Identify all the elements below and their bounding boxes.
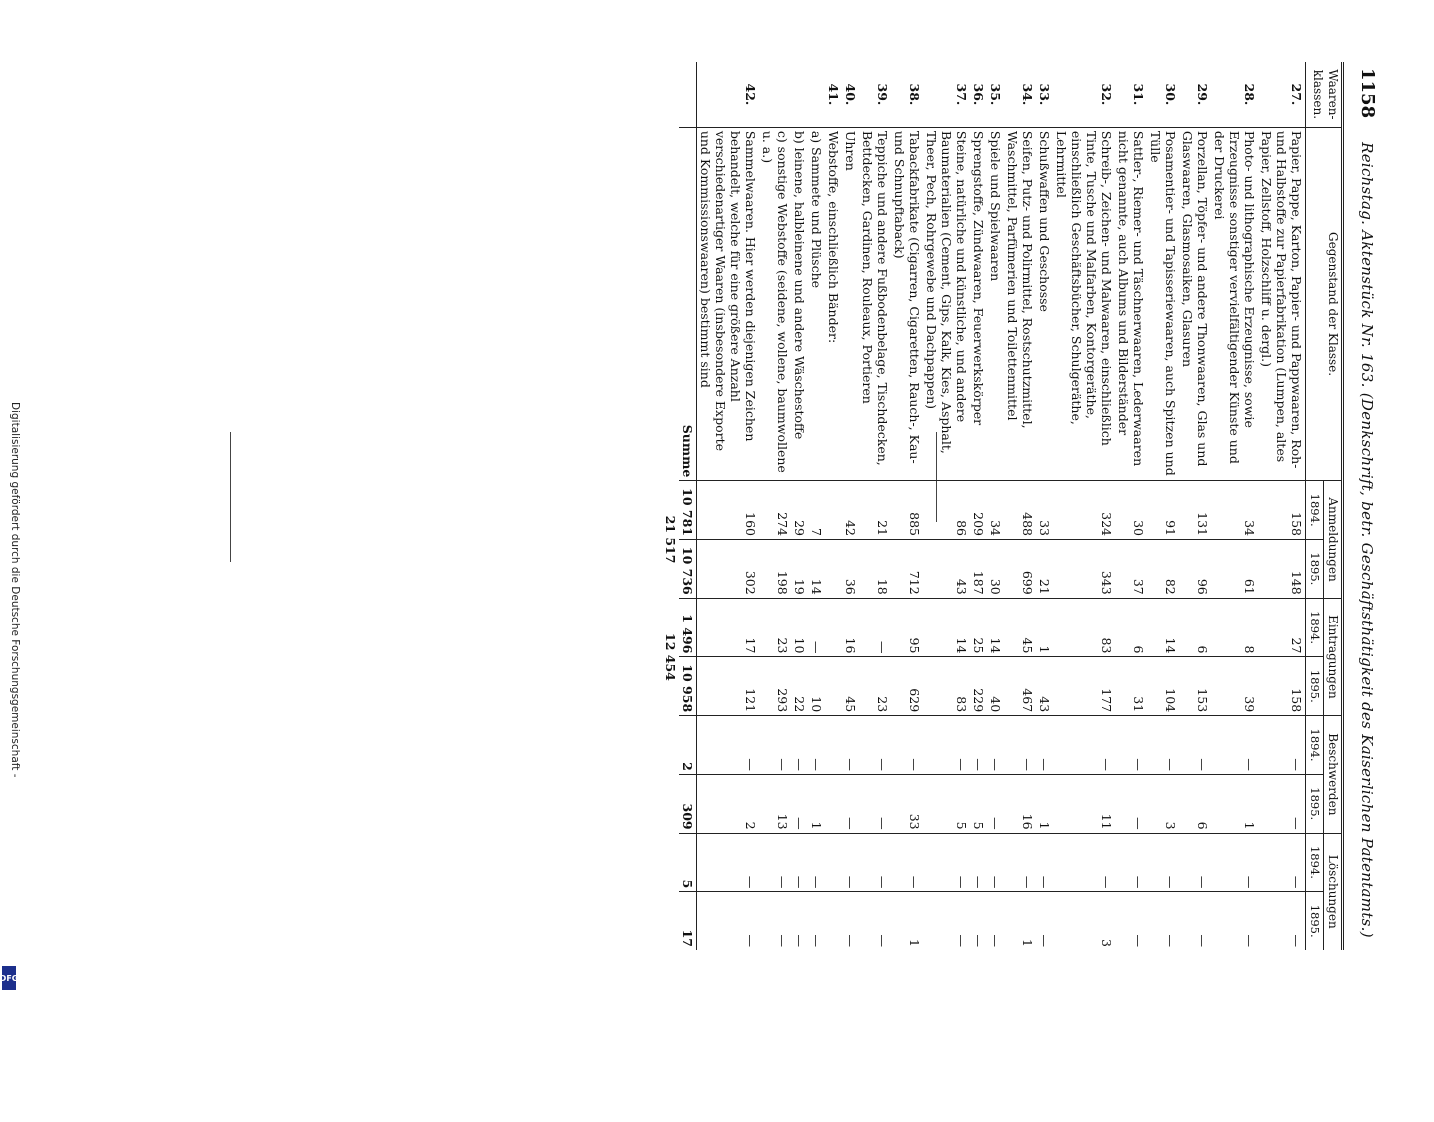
total-eintragungen: 12 454 <box>663 633 678 681</box>
value-cell: 22 <box>791 657 808 716</box>
page-number: 1158 <box>1357 68 1378 119</box>
value-cell: — <box>1258 833 1306 892</box>
value-cell: 324 <box>1053 481 1115 540</box>
table-row <box>1258 62 1306 950</box>
class-number: 41. <box>826 83 841 106</box>
table-row <box>697 62 760 950</box>
value-cell: — <box>1258 774 1306 833</box>
value-cell: 1 <box>1036 774 1053 833</box>
value-cell: 11 <box>1053 774 1115 833</box>
value-cell: 131 <box>1179 481 1211 540</box>
totals-spacer <box>662 716 679 950</box>
value-cell: — <box>1036 833 1053 892</box>
value-cell: — <box>697 892 760 950</box>
value-cell: 467 <box>1004 657 1036 716</box>
sum-cell: 10 958 <box>679 657 697 716</box>
value-cell: — <box>1258 892 1306 950</box>
class-description: Porzellan, Töpfer- und andere Thonwaaren, Glas und Glaswaaren, Glasmosaiken, Glasuren <box>1179 127 1211 480</box>
value-cell: — <box>808 598 825 657</box>
sidenote-text: Digitalisierung gefördert durch die Deutsche Forschungsgemeinschaft - <box>9 402 21 778</box>
value-cell: — <box>1115 892 1147 950</box>
value-cell: 27 <box>1258 598 1306 657</box>
value-cell: — <box>859 892 891 950</box>
value-cell: — <box>1179 892 1211 950</box>
value-cell: 6 <box>1115 598 1147 657</box>
class-number: 30. <box>1163 83 1178 106</box>
value-cell: — <box>1258 716 1306 775</box>
value-cell: 31 <box>1115 657 1147 716</box>
value-cell <box>825 833 842 892</box>
table-row <box>808 62 825 950</box>
value-cell: 160 <box>697 481 760 540</box>
value-cell: — <box>987 716 1004 775</box>
sum-spacer <box>679 62 697 127</box>
year-header: 1894. <box>1306 833 1324 892</box>
value-cell: 1 <box>808 774 825 833</box>
value-cell: — <box>1036 892 1053 950</box>
table-row <box>1211 62 1258 950</box>
value-cell: 39 <box>1211 657 1258 716</box>
value-cell: — <box>1115 716 1147 775</box>
year-header: 1895. <box>1306 892 1324 950</box>
value-cell: 699 <box>1004 540 1036 599</box>
value-cell: — <box>1179 716 1211 775</box>
class-number: 32. <box>1099 83 1114 106</box>
value-cell: 198 <box>759 540 791 599</box>
value-cell: — <box>842 716 859 775</box>
value-cell: 23 <box>759 598 791 657</box>
table-row <box>923 62 970 950</box>
value-cell: 17 <box>697 598 760 657</box>
value-cell: 293 <box>759 657 791 716</box>
table-row <box>842 62 859 950</box>
value-cell <box>825 774 842 833</box>
value-cell: — <box>1004 716 1036 775</box>
class-description: Posamentier- und Tapisseriewaaren, auch Spitzen und Tülle <box>1147 127 1179 480</box>
sum-cell: 5 <box>679 833 697 892</box>
value-cell: 30 <box>987 540 1004 599</box>
value-cell: — <box>808 716 825 775</box>
running-head <box>1350 62 1378 952</box>
value-cell: 302 <box>697 540 760 599</box>
group-header: Anmeldungen <box>1324 481 1343 598</box>
value-cell: — <box>859 598 891 657</box>
value-cell: 36 <box>842 540 859 599</box>
value-cell: 86 <box>923 481 970 540</box>
value-cell: 1 <box>891 892 923 950</box>
value-cell: — <box>697 716 760 775</box>
class-number: 42. <box>743 83 758 106</box>
class-number <box>791 62 808 127</box>
value-cell: 5 <box>923 774 970 833</box>
sum-cell: 10 736 <box>679 540 697 599</box>
value-cell: 95 <box>891 598 923 657</box>
class-description: Webstoffe, einschließlich Bänder: <box>825 127 842 480</box>
year-header: 1894. <box>1306 481 1324 540</box>
value-cell <box>825 598 842 657</box>
class-description: Schreib-, Zeichen- und Malwaaren, einschließlich Tinte, Tusche und Malfarben, Kontorgeräthe, einschließlich Geschäftsbücher, Schulgeräthe, Lehrmittel <box>1053 127 1115 480</box>
value-cell: — <box>791 774 808 833</box>
value-cell: 19 <box>791 540 808 599</box>
value-cell: 14 <box>1147 598 1179 657</box>
table-row <box>1179 62 1211 950</box>
table-row <box>825 62 842 950</box>
class-description: Spiele und Spielwaaren <box>987 127 1004 480</box>
value-cell: 8 <box>1211 598 1258 657</box>
value-cell: 187 <box>970 540 987 599</box>
class-description: Photo- und lithographische Erzeugnisse, sowie Erzeugnisse sonstiger vervielfältigender Künste und der Druckerei <box>1211 127 1258 480</box>
value-cell: — <box>987 833 1004 892</box>
class-description: c) sonstige Webstoffe (seidene, wollene, baumwollene u. a.) <box>759 127 791 480</box>
year-header: 1895. <box>1306 774 1324 833</box>
value-cell: 42 <box>842 481 859 540</box>
value-cell: 229 <box>970 657 987 716</box>
value-cell: 83 <box>1053 598 1115 657</box>
value-cell: 34 <box>987 481 1004 540</box>
value-cell: 16 <box>1004 774 1036 833</box>
value-cell: 96 <box>1179 540 1211 599</box>
class-number: 34. <box>1020 83 1035 106</box>
value-cell: — <box>970 833 987 892</box>
value-cell: — <box>842 892 859 950</box>
value-cell: 7 <box>808 481 825 540</box>
class-description: Seifen, Putz- und Polirmittel, Rostschutzmittel, Waschmittel, Parfümerien und Toilettenmittel <box>1004 127 1036 480</box>
dfg-logo: DFG <box>2 966 16 990</box>
value-cell: 5 <box>970 774 987 833</box>
value-cell: 1 <box>1004 892 1036 950</box>
value-cell: 45 <box>842 657 859 716</box>
class-description: Teppiche und andere Fußbodenbelage, Tischdecken, Bettdecken, Gardinen, Rouleaux, Portieren <box>859 127 891 480</box>
table-row <box>1004 62 1036 950</box>
value-cell: — <box>791 716 808 775</box>
class-number: 37. <box>954 83 969 106</box>
page-title: Reichstag. Aktenstück Nr. 163. (Denkschrift, betr. Geschäftsthätigkeit des Kaiserlichen Patentamts.) <box>1358 142 1376 938</box>
value-cell: — <box>859 716 891 775</box>
value-cell: 21 <box>859 481 891 540</box>
value-cell: 33 <box>891 774 923 833</box>
class-number: 33. <box>1037 83 1052 106</box>
value-cell: — <box>697 833 760 892</box>
value-cell: 61 <box>1211 540 1258 599</box>
value-cell <box>825 540 842 599</box>
value-cell: 83 <box>923 657 970 716</box>
value-cell: 14 <box>808 540 825 599</box>
class-description: Sprengstoffe, Zündwaaren, Feuerwerkskörper <box>970 127 987 480</box>
value-cell: — <box>970 716 987 775</box>
class-number: 38. <box>907 83 922 106</box>
class-description: Papier, Pappe, Karton, Papier- und Pappwaaren, Roh- und Halbstoffe zur Papierfabrikation (Lumpen, altes Papier, Zellstoff, Holzschliff u. dergl.) <box>1258 127 1306 480</box>
value-cell: — <box>1147 833 1179 892</box>
value-cell: 629 <box>891 657 923 716</box>
class-number: 27. <box>1289 83 1304 106</box>
table-row <box>970 62 987 950</box>
value-cell: 1 <box>1211 774 1258 833</box>
table-row <box>859 62 891 950</box>
value-cell: — <box>1004 833 1036 892</box>
value-cell: 712 <box>891 540 923 599</box>
year-header: 1895. <box>1306 657 1324 716</box>
value-cell: 14 <box>987 598 1004 657</box>
value-cell: 30 <box>1115 481 1147 540</box>
value-cell: — <box>859 774 891 833</box>
value-cell: — <box>1147 892 1179 950</box>
sum-cell: 1 496 <box>679 598 697 657</box>
value-cell: 45 <box>1004 598 1036 657</box>
scan-line-1 <box>230 432 231 562</box>
value-cell: — <box>1211 716 1258 775</box>
value-cell: 91 <box>1147 481 1179 540</box>
value-cell: 43 <box>923 540 970 599</box>
class-description: Sattler-, Riemer- und Täschnerwaaren, Lederwaaren nicht genannte, auch Albums und Bilderständer <box>1115 127 1147 480</box>
class-number: 40. <box>843 83 858 106</box>
value-cell: 885 <box>891 481 923 540</box>
value-cell: — <box>1115 774 1147 833</box>
value-cell: — <box>1211 833 1258 892</box>
total-anmeldungen: 21 517 <box>663 515 678 564</box>
sum-cell: 309 <box>679 774 697 833</box>
year-header: 1895. <box>1306 540 1324 599</box>
class-description: a) Sammete und Plüsche <box>808 127 825 480</box>
value-cell: 6 <box>1179 774 1211 833</box>
value-cell: — <box>987 892 1004 950</box>
col-subject-header: Gegenstand der Klasse. <box>1306 127 1343 480</box>
value-cell: 13 <box>759 774 791 833</box>
value-cell: 23 <box>859 657 891 716</box>
digitisation-sidenote <box>0 0 22 1000</box>
class-description: b) leinene, halbleinene und andere Wäschestoffe <box>791 127 808 480</box>
value-cell: — <box>842 833 859 892</box>
class-number: 29. <box>1195 83 1210 106</box>
rotated-page <box>378 62 1378 952</box>
value-cell: — <box>1115 833 1147 892</box>
value-cell: 2 <box>697 774 760 833</box>
document-page <box>378 62 1378 952</box>
value-cell: 33 <box>1036 481 1053 540</box>
value-cell: — <box>759 833 791 892</box>
value-cell: 274 <box>759 481 791 540</box>
class-number: 35. <box>988 83 1003 106</box>
value-cell: 29 <box>791 481 808 540</box>
col-class-header: Waaren-klassen. <box>1306 62 1343 127</box>
value-cell: 21 <box>1036 540 1053 599</box>
table-row <box>1053 62 1115 950</box>
table-row <box>987 62 1004 950</box>
sum-cell: 2 <box>679 716 697 775</box>
value-cell: — <box>1036 716 1053 775</box>
group-header: Eintragungen <box>1324 598 1343 715</box>
class-number: 36. <box>971 83 986 106</box>
class-description: Uhren <box>842 127 859 480</box>
value-cell: 16 <box>842 598 859 657</box>
value-cell: 3 <box>1147 774 1179 833</box>
value-cell: 209 <box>970 481 987 540</box>
totals-spacer <box>662 62 679 481</box>
value-cell: — <box>1053 716 1115 775</box>
group-header: Beschwerden <box>1324 716 1343 833</box>
class-number <box>808 62 825 127</box>
value-cell: — <box>859 833 891 892</box>
class-number: 28. <box>1242 83 1257 106</box>
value-cell: 158 <box>1258 657 1306 716</box>
value-cell: 488 <box>1004 481 1036 540</box>
year-header: 1894. <box>1306 598 1324 657</box>
value-cell: — <box>1211 892 1258 950</box>
statistics-table <box>662 62 1344 950</box>
class-number <box>759 62 791 127</box>
value-cell: — <box>808 892 825 950</box>
value-cell: 10 <box>791 598 808 657</box>
value-cell: — <box>923 892 970 950</box>
year-header: 1894. <box>1306 716 1324 775</box>
class-number: 39. <box>875 83 890 106</box>
class-description: Schußwaffen und Geschosse <box>1036 127 1053 480</box>
value-cell: 343 <box>1053 540 1115 599</box>
class-description: Tabackfabrikate (Cigarren, Cigaretten, Rauch-, Kau- und Schnupftaback) <box>891 127 923 480</box>
value-cell: 121 <box>697 657 760 716</box>
table-row <box>759 62 791 950</box>
sum-row <box>679 62 697 950</box>
table-row <box>791 62 808 950</box>
value-cell: 82 <box>1147 540 1179 599</box>
sum-label: Summe <box>679 127 697 480</box>
value-cell: 40 <box>987 657 1004 716</box>
value-cell: 14 <box>923 598 970 657</box>
value-cell: 148 <box>1258 540 1306 599</box>
value-cell: 3 <box>1053 892 1115 950</box>
value-cell: 1 <box>1036 598 1053 657</box>
value-cell: — <box>970 892 987 950</box>
value-cell: — <box>759 892 791 950</box>
value-cell <box>825 657 842 716</box>
value-cell: — <box>891 716 923 775</box>
value-cell: — <box>923 716 970 775</box>
value-cell: — <box>808 833 825 892</box>
value-cell: — <box>842 774 859 833</box>
value-cell <box>825 716 842 775</box>
group-header: Löschungen <box>1324 833 1343 950</box>
value-cell: 34 <box>1211 481 1258 540</box>
value-cell: — <box>1053 833 1115 892</box>
value-cell: 18 <box>859 540 891 599</box>
value-cell: — <box>987 774 1004 833</box>
sum-cell: 10 781 <box>679 481 697 540</box>
value-cell: 37 <box>1115 540 1147 599</box>
sum-cell: 17 <box>679 892 697 950</box>
value-cell: — <box>791 892 808 950</box>
value-cell: — <box>891 833 923 892</box>
value-cell: 25 <box>970 598 987 657</box>
value-cell: 104 <box>1147 657 1179 716</box>
value-cell: 6 <box>1179 598 1211 657</box>
value-cell: 177 <box>1053 657 1115 716</box>
value-cell: — <box>791 833 808 892</box>
table-row <box>1115 62 1147 950</box>
value-cell: — <box>759 716 791 775</box>
value-cell: — <box>1147 716 1179 775</box>
value-cell <box>825 481 842 540</box>
table-row <box>1147 62 1179 950</box>
value-cell: 43 <box>1036 657 1053 716</box>
totals-row <box>662 62 679 950</box>
value-cell: 10 <box>808 657 825 716</box>
class-description: Steine, natürliche und künstliche, und andere Baumaterialien (Cement, Gips, Kalk, Kies, Asphalt, Theer, Pech, Rohrgewebe und Dachpappen) <box>923 127 970 480</box>
value-cell: 153 <box>1179 657 1211 716</box>
class-number: 31. <box>1131 83 1146 106</box>
table-row <box>1036 62 1053 950</box>
table-row <box>891 62 923 950</box>
value-cell: — <box>923 833 970 892</box>
value-cell: — <box>1179 833 1211 892</box>
value-cell <box>825 892 842 950</box>
class-description: Sammelwaaren. Hier werden diejenigen Zeichen behandelt, welche für eine größere Anzahl verschiedenartiger Waaren (insbesondere Exporte und Kommissionswaaren) bestimmt sind <box>697 127 760 480</box>
value-cell: 158 <box>1258 481 1306 540</box>
